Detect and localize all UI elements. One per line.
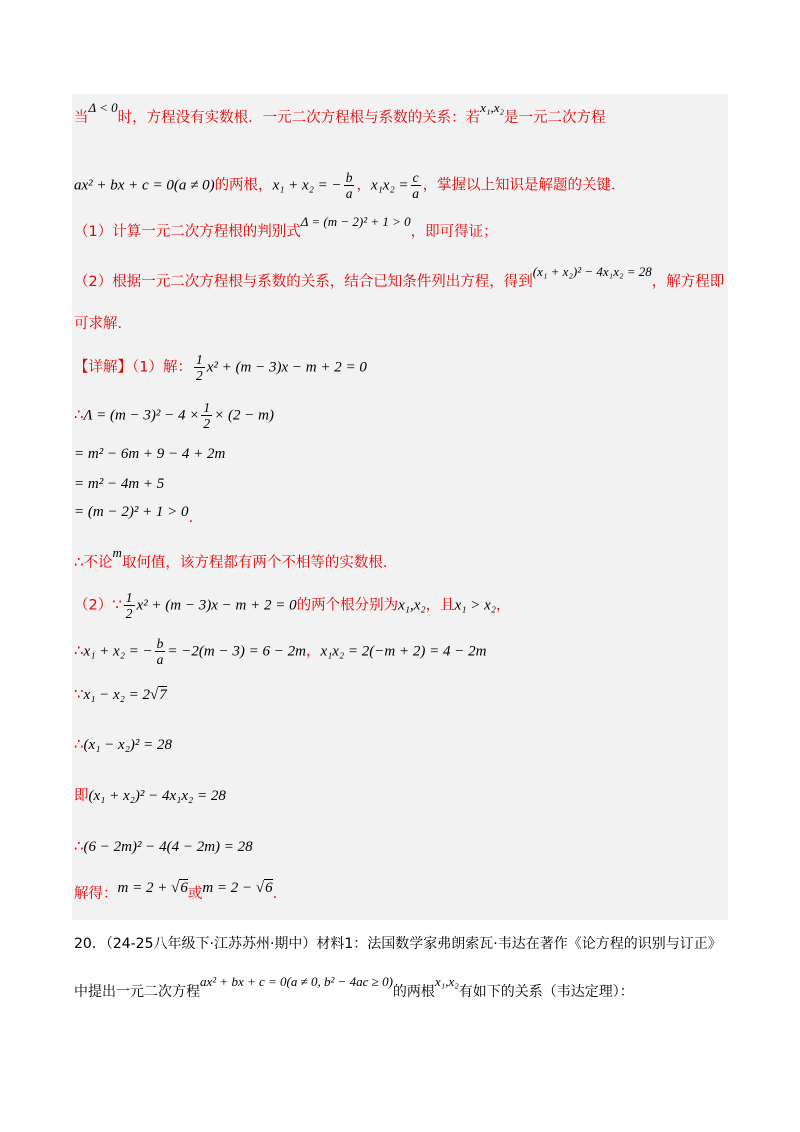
math-roots: x₁,x₂: [480, 100, 505, 115]
therefore-symbol: ∴: [74, 405, 84, 424]
detail-line-4: [74, 474, 164, 494]
text: ，: [356, 177, 371, 194]
numerator: b: [156, 636, 164, 651]
text: ，掌握以上知识是解题的关键．: [422, 177, 626, 194]
detail-line-5: [74, 502, 194, 526]
math-product: x₁x₂ = 2(−m + 2) = 4 − 2m: [320, 643, 487, 660]
denominator: a: [156, 652, 164, 667]
math-expression: (6 − 2m)² − 4(4 − 2m) = 28: [83, 839, 253, 855]
text: .: [272, 886, 278, 902]
detail-line-9: [74, 684, 167, 705]
question-text: 中提出一元二次方程: [74, 984, 200, 1000]
math-expression: = (m − 2)² + 1 > 0: [74, 504, 189, 520]
text: .: [188, 510, 194, 526]
numerator: c: [412, 170, 419, 185]
math-expression: (x₁ − x₂)² = 28: [83, 737, 173, 753]
text: （2）: [74, 597, 113, 614]
numerator: 1: [195, 352, 203, 367]
text: （1）计算一元二次方程根的判别式: [74, 224, 301, 240]
math-equation: x² + (m − 3)x − m + 2 = 0: [136, 597, 297, 614]
because-symbol: ∵: [74, 685, 84, 703]
radicand: 6: [180, 880, 188, 896]
text: 即: [74, 788, 89, 804]
numerator: b: [345, 170, 353, 185]
text: 不论: [83, 555, 113, 571]
math-equation: x² + (m − 3)x − m + 2 = 0: [206, 359, 367, 376]
therefore-symbol: ∴: [74, 837, 84, 855]
radicand: 7: [159, 687, 167, 703]
question-text: 有如下的关系（韦达定理）：: [458, 984, 634, 1000]
solution-line-1: [74, 100, 606, 128]
detail-line-11: [74, 786, 226, 806]
fraction: [344, 170, 355, 201]
detail-line-6: [74, 545, 398, 573]
text: 解得：: [74, 886, 118, 902]
math-equation: ax² + bx + c = 0(a ≠ 0): [74, 177, 215, 194]
text: 可求解．: [74, 316, 132, 332]
math-roots: x₁,x₂: [398, 597, 426, 614]
because-symbol: ∵: [112, 595, 122, 614]
math-discriminant: Δ = (m − 2)² + 1 > 0: [300, 214, 411, 229]
sqrt-icon: √: [255, 880, 265, 896]
solution-line-2: [74, 170, 626, 201]
detail-line-12: [74, 836, 253, 857]
text: ，: [495, 597, 511, 614]
denominator: 2: [195, 368, 203, 383]
therefore-symbol: ∴: [74, 641, 84, 660]
therefore-symbol: ∴: [74, 735, 84, 753]
question-text: 20．（24-25八年级下·江苏苏州·期中）材料1：法国数学家弗朗索瓦·韦达在著作《论方程的识别与订正》: [74, 936, 722, 952]
math-expression: = m² − 6m + 9 − 4 + 2m: [74, 446, 226, 462]
math-equation: ax² + bx + c = 0(a ≠ 0, b² − 4ac ≥ 0): [200, 974, 393, 989]
text: 时，方程没有实数根．一元二次方程根与系数的关系：若: [117, 110, 481, 126]
math-expression: Λ = (m − 3)² − 4 ×: [83, 407, 200, 424]
radicand: 6: [265, 880, 273, 896]
math-delta: Δ < 0: [88, 100, 118, 115]
question-20-line-2: [74, 974, 634, 1002]
math-equation: (x₁ + x₂)² − 4x₁x₂ = 28: [532, 264, 652, 279]
math-expression: = −2(m − 3) = 6 − 2m: [167, 643, 306, 660]
text: 取何值，该方程都有两个不相等的实数根．: [121, 555, 398, 571]
numerator: 1: [203, 400, 211, 415]
solution-line-4: [74, 264, 725, 292]
math-expression: × (2 − m): [214, 407, 274, 424]
fraction: [124, 590, 135, 621]
math-expression: = m² − 4m + 5: [74, 476, 165, 492]
math-expression: (x₁ + x₂)² − 4x₁x₂ = 28: [88, 788, 226, 804]
therefore-symbol: ∴: [74, 553, 84, 571]
detail-line-7: [74, 590, 510, 621]
text: 是一元二次方程: [504, 110, 606, 126]
sqrt-icon: √: [171, 880, 180, 896]
numerator: 1: [125, 590, 133, 605]
text: （2）根据一元二次方程根与系数的关系，结合已知条件列出方程，得到: [74, 274, 533, 290]
solution-line-5: [74, 314, 132, 334]
math-variable: m: [112, 545, 122, 560]
math-sum: x₁ + x₂ = −: [272, 177, 342, 194]
denominator: 2: [203, 416, 211, 431]
math-inequality: x₁ > x₂: [454, 597, 496, 614]
fraction: [155, 636, 166, 667]
question-20-line-1: [74, 934, 722, 954]
text: ，: [305, 643, 321, 660]
text: 的两个根分别为: [296, 597, 399, 614]
text: ，即可得证；: [410, 224, 498, 240]
detail-line-2: [74, 400, 274, 431]
solution-line-3: [74, 214, 498, 242]
detail-line-10: [74, 734, 172, 755]
question-text: 的两根: [392, 984, 435, 1000]
math-expression: m = 2 −: [202, 880, 256, 896]
text: 的两根，: [214, 177, 273, 194]
text: ，且: [425, 597, 455, 614]
text: （1）解：: [132, 359, 192, 376]
math-expression: x₁ − x₂ = 2: [83, 687, 151, 703]
fraction: [411, 170, 421, 201]
math-expression: m = 2 +: [117, 880, 172, 896]
denominator: 2: [125, 606, 133, 621]
detail-line-3: [74, 444, 225, 464]
math-sum: x₁ + x₂ = −: [83, 643, 153, 660]
detail-tag: 【详解】: [74, 359, 132, 376]
text: ，解方程即: [651, 274, 725, 290]
denominator: a: [345, 186, 353, 201]
detail-line-13: [74, 880, 278, 904]
math-product: x₁x₂ =: [370, 177, 409, 194]
detail-line-1: [74, 352, 367, 383]
text: 或: [187, 886, 203, 902]
math-roots: x₁,x₂: [434, 974, 459, 989]
fraction: [194, 352, 205, 383]
detail-line-8: [74, 636, 486, 667]
fraction: [201, 400, 212, 431]
sqrt-icon: √: [150, 687, 159, 703]
denominator: a: [412, 186, 419, 201]
text: 当: [74, 110, 89, 126]
